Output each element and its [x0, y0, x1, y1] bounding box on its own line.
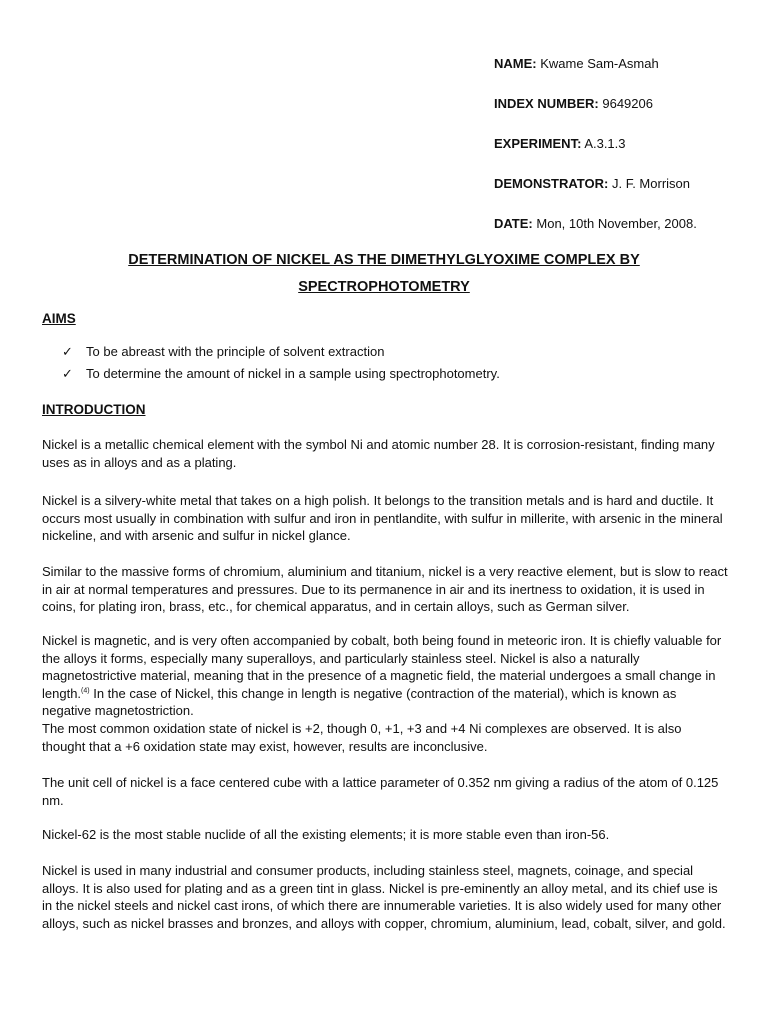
- intro-paragraph-8: Nickel is used in many industrial and consumer products, including stainless steel, magnets, coinage, and special alloys. It is also used for plating and as a green tint in glass. Nickel is pre-eminently an alloy metal, and its chief use is in the nickel steels and nickel cast irons, of which there are innumerable varieties. It is also widely used for many other alloys, such as nickel brasses and bronzes, and alloys with copper, chromium, aluminium, lead, cobalt, silver, and gold.: [42, 863, 726, 931]
- aims-heading: AIMS: [42, 311, 76, 326]
- aim-text: To be abreast with the principle of solvent extraction: [86, 344, 385, 359]
- experiment-row: [494, 135, 754, 175]
- intro-paragraph-6: The unit cell of nickel is a face centered cube with a lattice parameter of 0.352 nm giving a radius of the atom of 0.125 nm.: [42, 775, 719, 808]
- date-label: DATE:: [494, 216, 533, 231]
- intro-paragraph-2: Nickel is a silvery-white metal that takes on a high polish. It belongs to the transition metals and is hard and ductile. It occurs most usually in combination with sulfur and iron in pentlandite, with sulfur in millerite, with arsenic in the mineral nickeline, and with arsenic and sulfur in nickel glance.: [42, 493, 723, 543]
- index-number-row: [494, 95, 754, 135]
- checkmark-icon: ✓: [62, 344, 73, 359]
- paragraph-4-text-a: Nickel is magnetic, and is very often accompanied by cobalt, both being found in meteoric iron. It is chiefly valuable for the alloys it forms, especially many superalloys, and particularly stainless steel. Nickel is also a naturally magnetostrictive material, meaning that in the presence of a magnetic field, the material undergoes a small change in length.: [42, 633, 722, 701]
- student-details: [494, 55, 754, 255]
- name-row: [494, 55, 754, 95]
- title-line-1: DETERMINATION OF NICKEL AS THE DIMETHYLGLYOXIME COMPLEX BY: [128, 252, 640, 268]
- intro-paragraph-1: Nickel is a metallic chemical element with the symbol Ni and atomic number 28. It is corrosion-resistant, finding many uses as in alloys and as a plating.: [42, 437, 715, 470]
- introduction-heading: INTRODUCTION: [42, 402, 146, 417]
- list-item: [62, 365, 722, 387]
- name-value: Kwame Sam-Asmah: [540, 56, 659, 71]
- aims-list: [62, 343, 722, 387]
- aim-text: To determine the amount of nickel in a sample using spectrophotometry.: [86, 366, 500, 381]
- experiment-value: A.3.1.3: [584, 136, 626, 151]
- intro-paragraph-3: Similar to the massive forms of chromium, aluminium and titanium, nickel is a very reactive element, but is slow to react in air at normal temperatures and pressures. Due to its permanence in air and its inertness to oxidation, it is used in coins, for plating iron, brass, etc., for chemical apparatus, and in certain alloys, such as German silver.: [42, 564, 728, 614]
- index-number-value: 9649206: [602, 96, 653, 111]
- citation-reference: (4): [81, 687, 90, 695]
- demonstrator-label: DEMONSTRATOR:: [494, 176, 609, 191]
- intro-paragraph-4: [42, 632, 728, 720]
- demonstrator-row: [494, 175, 754, 215]
- checkmark-icon: ✓: [62, 366, 73, 381]
- name-label: NAME:: [494, 56, 537, 71]
- list-item: [62, 343, 722, 365]
- experiment-label: EXPERIMENT:: [494, 136, 582, 151]
- date-value: Mon, 10th November, 2008.: [536, 216, 697, 231]
- document-title: [60, 247, 708, 301]
- title-line-2: SPECTROPHOTOMETRY: [298, 279, 470, 295]
- index-number-label: INDEX NUMBER:: [494, 96, 599, 111]
- intro-paragraph-5: The most common oxidation state of nickel is +2, though 0, +1, +3 and +4 Ni complexes are observed. It is also thought that a +6 oxidation state may exist, however, results are inconclusive.: [42, 721, 682, 754]
- intro-paragraph-7: Nickel-62 is the most stable nuclide of all the existing elements; it is more stable even than iron-56.: [42, 827, 610, 842]
- demonstrator-value: J. F. Morrison: [611, 176, 690, 191]
- paragraph-4-text-b: In the case of Nickel, this change in length is negative (contraction of the material), which is known as negative magnetostriction.: [42, 685, 677, 718]
